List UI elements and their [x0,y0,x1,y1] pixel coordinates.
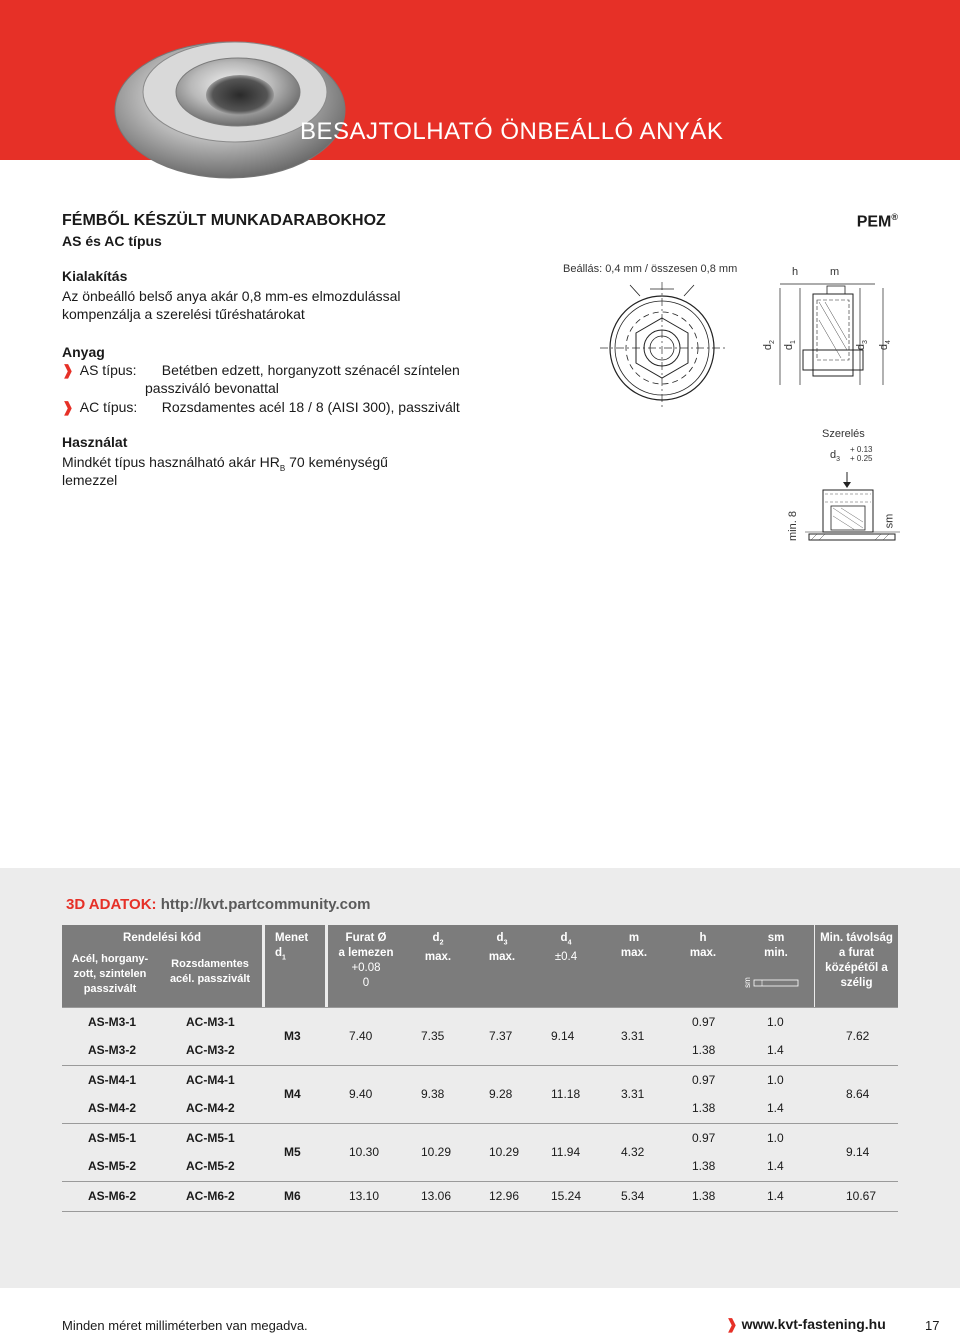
min-distance-value: 10.67 [846,1189,877,1203]
brand-logo: PEM® [856,212,898,231]
header-sm: sm min. sm [738,925,814,1007]
header-d4: $d_4$ ±0.4 [532,925,600,1007]
footer-website[interactable]: ❱ www.kvt-fastening.hu [726,1316,886,1332]
d3-value: 10.29 [489,1145,520,1159]
order-code-steel: AS-M5-1 [88,1131,137,1145]
d3-value: 9.28 [489,1087,513,1101]
hole-diameter-value: 13.10 [349,1189,380,1203]
anyag-title: Anyag [62,344,105,360]
sm-min-value: 1.4 [767,1043,784,1057]
d4-value: 9.14 [551,1029,575,1043]
d3-value: 12.96 [489,1189,520,1203]
d2-value: 9.38 [421,1087,445,1101]
h-max-value: 1.38 [692,1043,716,1057]
header-menet: Menet $d_1$ [265,925,325,1007]
h-max-value: 0.97 [692,1015,716,1029]
min-distance-value: 9.14 [846,1145,870,1159]
h-max-value: 1.38 [692,1159,716,1173]
order-code-stainless: AC-M3-2 [186,1043,235,1057]
label-m: m [830,266,840,278]
hasznalat-title: Használat [62,434,128,450]
sm-min-value: 1.0 [767,1015,784,1029]
min-distance-value: 7.62 [846,1029,870,1043]
table-row-divider [62,1007,898,1008]
section-view-drawing [755,280,905,395]
h-max-value: 1.38 [692,1189,716,1203]
header-d3: $d_3$ max. [472,925,532,1007]
thread-size: M4 [284,1087,301,1101]
footer-note: Minden méret milliméterben van megadva. [62,1318,308,1333]
hole-diameter-value: 7.40 [349,1029,373,1043]
kialakitas-line1: Az önbeálló belső anya akár 0,8 mm-es elmozdulással [62,288,401,304]
page-number: 17 [925,1318,940,1333]
thread-size: M5 [284,1145,301,1159]
diagram-caption: Beállás: 0,4 mm / összesen 0,8 mm [563,263,738,275]
table-row-divider [62,1065,898,1066]
h-max-value: 1.38 [692,1101,716,1115]
label-h: h [792,266,799,278]
label-d4: $d_4$ [877,340,893,351]
order-code-steel: AS-M5-2 [88,1159,137,1173]
sm-min-value: 1.4 [767,1101,784,1115]
order-code-steel: AS-M4-1 [88,1073,137,1087]
bullet-icon: ❱ [62,362,74,378]
anyag-row-as-cont: passziváló bevonattal [145,380,279,396]
szereles-label: Szerelés [822,428,865,440]
kialakitas-title: Kialakítás [62,268,128,284]
table-row-divider [62,1211,898,1212]
bullet-icon: ❱ [62,399,74,415]
3d-data-link[interactable]: 3D ADATOK: http://kvt.partcommunity.com [66,896,371,913]
hasznalat-line1: Mindkét típus használható akár $HR_B$ 70 keménységű [62,454,388,473]
m-value: 3.31 [621,1087,645,1101]
order-code-stainless: AC-M4-1 [186,1073,235,1087]
sm-min-value: 1.0 [767,1073,784,1087]
header-min-dist: Min. távolság a furat középétől a szélig [815,925,898,1007]
header-m: m max. [600,925,668,1007]
label-d1: $d_1$ [782,340,798,351]
d4-value: 15.24 [551,1189,582,1203]
order-code-steel: AS-M6-2 [88,1189,137,1203]
label-sm: sm [883,513,896,529]
order-code-stainless: AC-M5-1 [186,1131,235,1145]
tolerance: + 0.13 + 0.25 [850,445,873,463]
order-code-stainless: AC-M5-2 [186,1159,235,1173]
table-row-divider [62,1181,898,1182]
header-h: h max. [668,925,738,1007]
label-d3-szereles: $d_3$ [830,449,841,464]
section-heading: FÉMBŐL KÉSZÜLT MUNKADARABOKHOZ [62,212,386,229]
bullet-icon: ❱ [726,1316,742,1332]
d2-value: 13.06 [421,1189,452,1203]
label-d2: $d_2$ [761,340,777,351]
order-code-stainless: AC-M4-2 [186,1101,235,1115]
header-furat: Furat Ø a lemezen +0.08 0 [328,925,404,1007]
page-title: BESAJTOLHATÓ ÖNBEÁLLÓ ANYÁK [300,118,724,145]
header-rendelesi: Rendelési kód Acél, horgany- zott, szintelen passzivált Rozsdamentes acél. passzivált [62,925,262,1007]
min-distance-value: 8.64 [846,1087,870,1101]
m-value: 4.32 [621,1145,645,1159]
anyag-row-ac: ❱ AC típus: Rozsdamentes acél 18 / 8 (AISI 300), passzivált [62,399,460,415]
sm-min-value: 1.4 [767,1189,784,1203]
d3-value: 7.37 [489,1029,513,1043]
label-min8: min. 8 [786,511,799,541]
anyag-row-as: ❱ AS típus: Betétben edzett, horganyzott szénacél színtelen [62,362,460,378]
sm-sketch-icon [752,977,800,989]
order-code-steel: AS-M3-1 [88,1015,137,1029]
d2-value: 7.35 [421,1029,445,1043]
d4-value: 11.18 [551,1087,581,1101]
top-view-drawing [600,282,725,407]
sm-min-value: 1.4 [767,1159,784,1173]
section-subheading: AS és AC típus [62,233,162,249]
thread-size: M3 [284,1029,301,1043]
m-value: 3.31 [621,1029,645,1043]
sm-min-value: 1.0 [767,1131,784,1145]
order-code-steel: AS-M3-2 [88,1043,137,1057]
table-row-divider [62,1123,898,1124]
d4-value: 11.94 [551,1145,581,1159]
thread-size: M6 [284,1189,301,1203]
d2-value: 10.29 [421,1145,452,1159]
h-max-value: 0.97 [692,1131,716,1145]
order-code-stainless: AC-M3-1 [186,1015,235,1029]
header-d2: $d_2$ max. [404,925,472,1007]
order-code-stainless: AC-M6-2 [186,1189,235,1203]
label-d3: $d_3$ [854,340,870,351]
hole-diameter-value: 10.30 [349,1145,380,1159]
order-code-steel: AS-M4-2 [88,1101,137,1115]
h-max-value: 0.97 [692,1073,716,1087]
hasznalat-line2: lemezzel [62,472,118,488]
nut-photo [110,0,350,190]
hole-diameter-value: 9.40 [349,1087,373,1101]
kialakitas-line2: kompenzálja a szerelési tűréshatárokat [62,306,305,322]
m-value: 5.34 [621,1189,645,1203]
